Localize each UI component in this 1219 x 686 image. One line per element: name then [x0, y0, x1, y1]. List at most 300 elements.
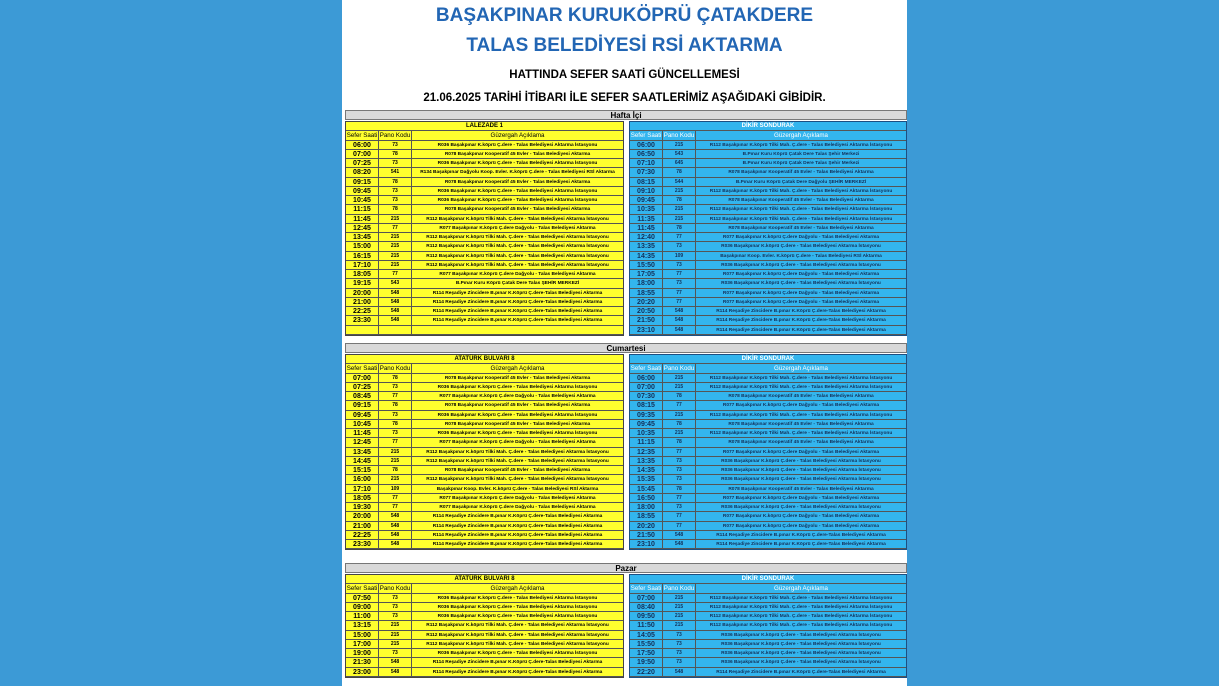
route-description: R114 Reşadiye Zincidere B.pınar K.Köprü Ç.dere-Talas Belediyesi Aktarma — [716, 327, 886, 333]
column-header-row — [630, 584, 906, 593]
route-description: R112 Başakpınar K.köprü Tilki Mah. Ç.dere - Talas Belediyesi Aktarma İstasyonu — [426, 235, 609, 240]
route-code: 548 — [663, 326, 696, 334]
header-code: Pano Kodu — [663, 365, 695, 373]
departure-time: 10:45 — [346, 420, 379, 428]
route-description: R112 Başakpınar K.köprü Tilki Mah. Ç.dere - Talas Belediyesi Aktarma İstasyonu — [426, 477, 609, 483]
header-desc: Güzergah Açıklama — [490, 585, 545, 593]
schedule-sheet — [342, 0, 907, 686]
departure-time: 11:45 — [630, 224, 663, 232]
left-stop-title: ATATÜRK BULVARI 8 — [346, 575, 623, 584]
departure-time: 15:50 — [630, 261, 663, 269]
route-code: 541 — [379, 168, 412, 176]
route-description: R078 Başakpınar Kooperatif 45 Evler - Talas Belediyesi Aktarma — [444, 421, 591, 427]
departure-time: 07:00 — [346, 150, 379, 158]
route-description: B.Pınar Kuru Köprü Çatak Dere Talas Şehir Merkezi — [742, 161, 860, 166]
route-code: 548 — [379, 668, 412, 676]
table-row — [630, 466, 906, 475]
table-row — [630, 612, 906, 621]
table-row — [630, 658, 906, 667]
route-description: R036 Başakpınar K.köprü Ç.dere - Talas Belediyesi Aktarma İstasyonu — [437, 614, 598, 619]
table-row — [630, 205, 906, 214]
departure-time: 11:50 — [630, 621, 663, 629]
route-description: R036 Başakpınar K.köprü Ç.dere - Talas Belediyesi Aktarma İstasyonu — [437, 161, 598, 166]
table-row — [346, 150, 623, 159]
route-description: R112 Başakpınar K.köprü Tilki Mah. Ç.dere - Talas Belediyesi Aktarma İstasyonu — [709, 623, 893, 629]
route-code: 215 — [663, 374, 696, 382]
route-description: R078 Başakpınar Kooperatif 45 Evler - Talas Belediyesi Aktarma — [444, 179, 591, 185]
column-header-row — [630, 364, 906, 373]
route-description: R077 Başakpınar K.köprü Ç.dere Dağyolu - Talas Belediyesi Aktarma — [722, 403, 880, 409]
route-description: R036 Başakpınar K.köprü Ç.dere - Talas Belediyesi Aktarma İstasyonu — [437, 198, 598, 203]
table-row — [630, 224, 906, 233]
route-code: 77 — [663, 233, 696, 241]
table-row — [346, 540, 623, 549]
table-row — [346, 531, 623, 540]
column-header-row — [346, 364, 623, 373]
table-row — [630, 420, 906, 429]
right-schedule-table — [629, 121, 907, 336]
route-code: 77 — [663, 522, 696, 530]
route-code: 73 — [379, 196, 412, 204]
route-code: 73 — [379, 411, 412, 419]
departure-time: 09:00 — [346, 603, 379, 611]
departure-time: 15:50 — [630, 640, 663, 648]
route-code: 78 — [663, 420, 696, 428]
route-code: 548 — [379, 316, 412, 324]
route-description: R078 Başakpınar Kooperatif 45 Evler - Talas Belediyesi Aktarma — [728, 198, 874, 203]
route-description: R036 Başakpınar K.köprü Ç.dere - Talas Belediyesi Aktarma İstasyonu — [721, 458, 881, 464]
route-code: 548 — [379, 540, 412, 548]
departure-time: 14:35 — [630, 252, 663, 260]
section-3 — [345, 563, 907, 676]
route-code: 215 — [663, 621, 696, 629]
table-row — [346, 279, 623, 288]
table-row — [346, 457, 623, 466]
route-description: R036 Başakpınar K.köprü Ç.dere - Talas Belediyesi Aktarma İstasyonu — [437, 142, 598, 148]
table-row — [346, 252, 623, 261]
table-row — [630, 242, 906, 251]
departure-time: 18:00 — [630, 503, 663, 511]
route-description: R112 Başakpınar K.köprü Tilki Mah. Ç.dere - Talas Belediyesi Aktarma İstasyonu — [426, 623, 609, 629]
header-code: Pano Kodu — [663, 585, 695, 593]
route-code: 77 — [663, 401, 696, 409]
departure-time: 07:00 — [630, 383, 663, 391]
route-code: 77 — [379, 270, 412, 278]
departure-time: 15:15 — [346, 466, 379, 474]
header-time: Sefer Saati — [630, 365, 662, 373]
right-stop-title: DİKİR SONDURAK — [630, 575, 906, 584]
route-code: 548 — [379, 298, 412, 306]
table-row — [346, 205, 623, 214]
table-row — [346, 178, 623, 187]
departure-time: 17:50 — [630, 649, 663, 657]
table-row — [346, 603, 623, 612]
table-row — [630, 159, 906, 168]
route-description: R112 Başakpınar K.köprü Tilki Mah. Ç.dere - Talas Belediyesi Aktarma İstasyonu — [709, 188, 893, 194]
table-row — [346, 307, 623, 316]
departure-time: 06:00 — [630, 141, 663, 149]
table-row — [346, 438, 623, 447]
route-code: 73 — [379, 603, 412, 611]
table-row — [630, 448, 906, 457]
departure-time: 09:45 — [630, 196, 663, 204]
table-row — [346, 621, 623, 630]
table-row — [630, 649, 906, 658]
route-code: 215 — [663, 187, 696, 195]
departure-time: 12:45 — [346, 438, 379, 446]
route-code: 78 — [663, 168, 696, 176]
table-row — [346, 374, 623, 383]
table-row — [630, 141, 906, 150]
table-row — [346, 640, 623, 649]
header-desc: Güzergah Açıklama — [774, 365, 828, 373]
route-code: 78 — [379, 420, 412, 428]
right-stop-title: DİKİR SONDURAK — [630, 355, 906, 364]
table-row — [630, 150, 906, 159]
section-title: Pazar — [345, 563, 907, 573]
route-code: 215 — [379, 621, 412, 629]
departure-time: 20:00 — [346, 289, 379, 297]
route-description: R078 Başakpınar Kooperatif 45 Evler - Talas Belediyesi Aktarma — [728, 486, 874, 492]
route-code: 215 — [379, 448, 412, 456]
table-row — [630, 438, 906, 447]
table-row — [346, 298, 623, 307]
route-description: R078 Başakpınar Kooperatif 45 Evler - Talas Belediyesi Aktarma — [444, 375, 591, 381]
route-description: R112 Başakpınar K.köprü Tilki Mah. Ç.dere - Talas Belediyesi Aktarma İstasyonu — [426, 641, 609, 647]
table-row — [630, 531, 906, 540]
table-row — [346, 159, 623, 168]
route-description: R078 Başakpınar Kooperatif 45 Evler - Talas Belediyesi Aktarma — [444, 207, 591, 213]
table-row — [346, 392, 623, 401]
route-code: 548 — [379, 658, 412, 666]
table-row — [346, 196, 623, 205]
table-row — [346, 261, 623, 270]
departure-time: 17:00 — [346, 640, 379, 648]
table-row — [630, 668, 906, 677]
route-code: 215 — [379, 215, 412, 223]
table-row — [630, 196, 906, 205]
departure-time: 19:15 — [346, 279, 379, 287]
departure-time: 13:35 — [630, 242, 663, 250]
table-row — [346, 168, 623, 177]
departure-time: 13:45 — [346, 448, 379, 456]
route-code: 78 — [379, 150, 412, 158]
departure-time: 23:00 — [346, 668, 379, 676]
route-code: 73 — [663, 242, 696, 250]
route-code: 73 — [663, 261, 696, 269]
departure-time: 08:20 — [346, 168, 379, 176]
departure-time: 13:35 — [630, 457, 663, 465]
departure-time: 15:00 — [346, 631, 379, 639]
table-row — [630, 640, 906, 649]
route-description: R112 Başakpınar K.köprü Tilki Mah. Ç.dere - Talas Belediyesi Aktarma İstasyonu — [709, 604, 893, 610]
header-time: Sefer Saati — [346, 132, 378, 140]
departure-time: 22:25 — [346, 307, 379, 315]
header-code: Pano Kodu — [663, 132, 695, 140]
route-description: R112 Başakpınar K.köprü Tilki Mah. Ç.dere - Talas Belediyesi Aktarma İstasyonu — [426, 632, 609, 638]
table-row — [346, 448, 623, 457]
table-row — [346, 401, 623, 410]
route-description: R078 Başakpınar Kooperatif 45 Evler - Talas Belediyesi Aktarma — [444, 403, 591, 409]
route-description: R114 Reşadiye Zincidere B.pınar K.Köprü Ç.dere-Talas Belediyesi Aktarma — [432, 523, 603, 529]
table-row — [630, 631, 906, 640]
route-code: 78 — [663, 485, 696, 493]
route-code: 78 — [663, 392, 696, 400]
departure-time: 07:10 — [630, 159, 663, 167]
route-description: R036 Başakpınar K.köprü Ç.dere - Talas Belediyesi Aktarma İstasyonu — [437, 651, 598, 656]
route-description: B.Pınar Kuru Köprü Çatak Dere Talas Şehir Merkezi — [742, 151, 860, 157]
date-notice: 21.06.2025 TARİHİ İTİBARI İLE SEFER SAATLERİMİZ AŞAĞIDAKİ GİBİDİR. — [423, 92, 826, 104]
route-code: 78 — [663, 196, 696, 204]
route-description: R114 Reşadiye Zincidere B.pınar K.Köprü Ç.dere-Talas Belediyesi Aktarma — [432, 669, 603, 675]
departure-time: 11:45 — [346, 215, 379, 223]
route-description: R036 Başakpınar K.köprü Ç.dere - Talas Belediyesi Aktarma İstasyonu — [721, 477, 881, 483]
route-description: R112 Başakpınar K.köprü Tilki Mah. Ç.dere - Talas Belediyesi Aktarma İstasyonu — [709, 384, 893, 390]
route-description: R078 Başakpınar Kooperatif 45 Evler - Talas Belediyesi Aktarma — [444, 468, 591, 473]
route-description: B.Pınar Kuru Köprü Çatak Dere Dağyolu ŞEHİR MERKEZİ — [735, 179, 867, 185]
route-description: R077 Başakpınar K.köprü Ç.dere Dağyolu - Talas Belediyesi Aktarma — [439, 394, 596, 399]
table-row — [630, 279, 906, 288]
table-row — [346, 187, 623, 196]
route-description: R078 Başakpınar Kooperatif 45 Evler - Talas Belediyesi Aktarma — [728, 170, 874, 176]
route-description: Başakpınar Koop. Evler. K.köprü Ç.dere - Talas Belediyesi RSİ Aktarma — [720, 253, 882, 259]
route-code: 77 — [663, 512, 696, 520]
route-code: 548 — [379, 531, 412, 539]
departure-time: 09:45 — [346, 187, 379, 195]
route-description: R036 Başakpınar K.köprü Ç.dere - Talas Belediyesi Aktarma İstasyonu — [721, 468, 881, 473]
header-desc: Güzergah Açıklama — [774, 585, 828, 593]
departure-time: 09:45 — [630, 420, 663, 428]
route-description: R112 Başakpınar K.köprü Tilki Mah. Ç.dere - Talas Belediyesi Aktarma İstasyonu — [426, 449, 609, 455]
header-code: Pano Kodu — [379, 585, 411, 593]
departure-time: 09:35 — [630, 411, 663, 419]
table-row — [630, 485, 906, 494]
table-row — [630, 187, 906, 196]
header-desc: Güzergah Açıklama — [490, 132, 545, 140]
route-code: 73 — [379, 187, 412, 195]
route-code: 73 — [379, 594, 412, 602]
header-desc: Güzergah Açıklama — [774, 132, 828, 140]
departure-time: 10:35 — [630, 429, 663, 437]
table-row — [630, 215, 906, 224]
route-code: 73 — [663, 631, 696, 639]
table-row — [346, 411, 623, 420]
header-code: Pano Kodu — [379, 365, 411, 373]
route-code: 77 — [379, 438, 412, 446]
route-code: 548 — [663, 540, 696, 548]
departure-time: 08:45 — [346, 392, 379, 400]
departure-time: 20:20 — [630, 522, 663, 530]
route-description: R112 Başakpınar K.köprü Tilki Mah. Ç.dere - Talas Belediyesi Aktarma İstasyonu — [709, 375, 893, 381]
route-description: R112 Başakpınar K.köprü Tilki Mah. Ç.dere - Talas Belediyesi Aktarma İstasyonu — [709, 614, 893, 619]
table-row — [346, 522, 623, 531]
departure-time: 23:30 — [346, 540, 379, 548]
departure-time: 07:50 — [346, 594, 379, 602]
route-code: 73 — [379, 612, 412, 620]
route-description: R036 Başakpınar K.köprü Ç.dere - Talas Belediyesi Aktarma İstasyonu — [721, 632, 881, 638]
column-header-row — [346, 131, 623, 140]
departure-time: 12:45 — [346, 224, 379, 232]
table-row — [630, 178, 906, 187]
route-code: 109 — [379, 485, 412, 493]
departure-time: 17:10 — [346, 261, 379, 269]
right-schedule-table — [629, 354, 907, 550]
departure-time: 16:15 — [346, 252, 379, 260]
header-time: Sefer Saati — [630, 132, 662, 140]
route-code: 78 — [379, 466, 412, 474]
route-description: R036 Başakpınar K.köprü Ç.dere - Talas Belediyesi Aktarma İstasyonu — [437, 604, 598, 610]
route-code: 215 — [379, 640, 412, 648]
route-code: 543 — [663, 150, 696, 158]
route-code: 544 — [663, 178, 696, 186]
table-row — [346, 612, 623, 621]
departure-time: 08:15 — [630, 178, 663, 186]
table-row — [630, 594, 906, 603]
departure-time: 07:25 — [346, 383, 379, 391]
route-description: R077 Başakpınar K.köprü Ç.dere Dağyolu - Talas Belediyesi Aktarma — [439, 505, 596, 510]
route-description: R112 Başakpınar K.köprü Tilki Mah. Ç.dere - Talas Belediyesi Aktarma İstasyonu — [709, 412, 893, 418]
route-code: 548 — [379, 289, 412, 297]
route-description: R078 Başakpınar Kooperatif 45 Evler - Talas Belediyesi Aktarma — [444, 151, 591, 157]
header-code: Pano Kodu — [379, 132, 411, 140]
route-code: 215 — [379, 631, 412, 639]
route-code: 73 — [379, 383, 412, 391]
table-row — [630, 522, 906, 531]
route-code: 548 — [379, 512, 412, 520]
route-description: R077 Başakpınar K.köprü Ç.dere Dağyolu - Talas Belediyesi Aktarma — [722, 290, 880, 296]
route-code: 73 — [663, 457, 696, 465]
route-code: 77 — [379, 503, 412, 511]
departure-time: 21:00 — [346, 522, 379, 530]
route-code: 215 — [663, 603, 696, 611]
route-code: 78 — [663, 438, 696, 446]
route-code: 543 — [379, 279, 412, 287]
departure-time: 06:50 — [630, 150, 663, 158]
route-description: R077 Başakpınar K.köprü Ç.dere Dağyolu - Talas Belediyesi Aktarma — [722, 449, 880, 455]
departure-time: 09:10 — [630, 187, 663, 195]
departure-time: 11:15 — [346, 205, 379, 213]
route-description: R114 Reşadiye Zincidere B.pınar K.Köprü Ç.dere-Talas Belediyesi Aktarma — [432, 514, 603, 520]
route-code: 215 — [379, 242, 412, 250]
departure-time: 13:45 — [346, 233, 379, 241]
departure-time: 14:05 — [630, 631, 663, 639]
section-1 — [345, 110, 907, 334]
route-description: B.Pınar Kuru Köprü Çatak Dere Talas ŞEHİR MERKEZİ — [455, 281, 580, 287]
route-description: R036 Başakpınar K.köprü Ç.dere - Talas Belediyesi Aktarma İstasyonu — [721, 505, 881, 510]
route-code: 78 — [379, 401, 412, 409]
departure-time: 18:05 — [346, 494, 379, 502]
table-row — [630, 540, 906, 549]
departure-time: 10:45 — [346, 196, 379, 204]
departure-time: 09:45 — [346, 411, 379, 419]
header-time: Sefer Saati — [346, 365, 378, 373]
route-description: R077 Başakpınar K.köprü Ç.dere Dağyolu - Talas Belediyesi Aktarma — [439, 495, 596, 501]
route-code: 78 — [663, 224, 696, 232]
table-row — [630, 326, 906, 335]
table-row — [630, 411, 906, 420]
subtitle-line: HATTINDA SEFER SAATİ GÜNCELLEMESİ — [509, 69, 740, 81]
route-description: R036 Başakpınar K.köprü Ç.dere - Talas Belediyesi Aktarma İstasyonu — [721, 660, 881, 666]
route-code: 73 — [379, 159, 412, 167]
table-row — [346, 475, 623, 484]
table-row — [346, 289, 623, 298]
title-line-2: TALAS BELEDİYESİ RSİ AKTARMA — [466, 35, 783, 56]
route-description: R112 Başakpınar K.köprü Tilki Mah. Ç.dere - Talas Belediyesi Aktarma İstasyonu — [709, 216, 893, 222]
departure-time: 14:35 — [630, 466, 663, 474]
departure-time: 17:10 — [346, 485, 379, 493]
table-row — [630, 603, 906, 612]
route-code: 215 — [379, 457, 412, 465]
route-code: 73 — [663, 279, 696, 287]
table-row — [346, 649, 623, 658]
route-description: R077 Başakpınar K.köprü Ç.dere Dağyolu - Talas Belediyesi Aktarma — [722, 235, 880, 240]
route-code: 77 — [663, 289, 696, 297]
route-description: R077 Başakpınar K.köprü Ç.dere Dağyolu - Talas Belediyesi Aktarma — [439, 272, 596, 277]
route-code: 548 — [663, 316, 696, 324]
departure-time: 06:00 — [346, 141, 379, 149]
table-row — [630, 307, 906, 316]
route-code: 215 — [663, 215, 696, 223]
table-row — [630, 168, 906, 177]
table-row — [630, 494, 906, 503]
route-code: 215 — [663, 612, 696, 620]
left-schedule-table — [345, 574, 624, 678]
departure-time: 07:30 — [630, 168, 663, 176]
departure-time: 11:15 — [630, 438, 663, 446]
route-code: 73 — [663, 475, 696, 483]
departure-time: 11:00 — [346, 612, 379, 620]
table-row — [346, 141, 623, 150]
departure-time: 19:00 — [346, 649, 379, 657]
route-description: R036 Başakpınar K.köprü Ç.dere - Talas Belediyesi Aktarma İstasyonu — [437, 412, 598, 418]
route-description: R036 Başakpınar K.köprü Ç.dere - Talas Belediyesi Aktarma İstasyonu — [437, 595, 598, 601]
route-description: R114 Reşadiye Zincidere B.pınar K.Köprü Ç.dere-Talas Belediyesi Aktarma — [716, 309, 886, 314]
table-row — [630, 383, 906, 392]
route-description: Başakpınar Koop. Evler. K.köprü Ç.dere - Talas Belediyesi RSİ Aktarma — [436, 486, 599, 492]
route-description: R036 Başakpınar K.köprü Ç.dere - Talas Belediyesi Aktarma İstasyonu — [437, 431, 598, 436]
table-row — [346, 326, 623, 335]
left-stop-title: LALEZADE 1 — [346, 122, 623, 131]
route-code: 215 — [663, 205, 696, 213]
departure-time: 22:20 — [630, 668, 663, 676]
departure-time: 20:20 — [630, 298, 663, 306]
departure-time: 11:35 — [630, 215, 663, 223]
route-code: 109 — [663, 252, 696, 260]
table-row — [346, 429, 623, 438]
departure-time: 07:00 — [346, 374, 379, 382]
table-row — [630, 429, 906, 438]
departure-time: 18:55 — [630, 289, 663, 297]
route-code: 77 — [379, 494, 412, 502]
route-code: 215 — [379, 261, 412, 269]
table-row — [630, 512, 906, 521]
table-row — [346, 270, 623, 279]
left-schedule-table — [345, 121, 624, 336]
departure-time: 11:45 — [346, 429, 379, 437]
departure-time: 10:35 — [630, 205, 663, 213]
departure-time: 07:25 — [346, 159, 379, 167]
table-row — [346, 316, 623, 325]
route-description: R112 Başakpınar K.köprü Tilki Mah. Ç.dere - Talas Belediyesi Aktarma İstasyonu — [426, 458, 609, 464]
route-description: R077 Başakpınar K.köprü Ç.dere Dağyolu - Talas Belediyesi Aktarma — [439, 440, 596, 446]
table-row — [630, 261, 906, 270]
route-code: 73 — [663, 640, 696, 648]
table-row — [630, 374, 906, 383]
departure-time: 07:00 — [630, 594, 663, 602]
route-description: R114 Reşadiye Zincidere B.pınar K.Köprü Ç.dere-Talas Belediyesi Aktarma — [432, 542, 603, 547]
route-code: 77 — [663, 494, 696, 502]
route-code: 73 — [379, 141, 412, 149]
